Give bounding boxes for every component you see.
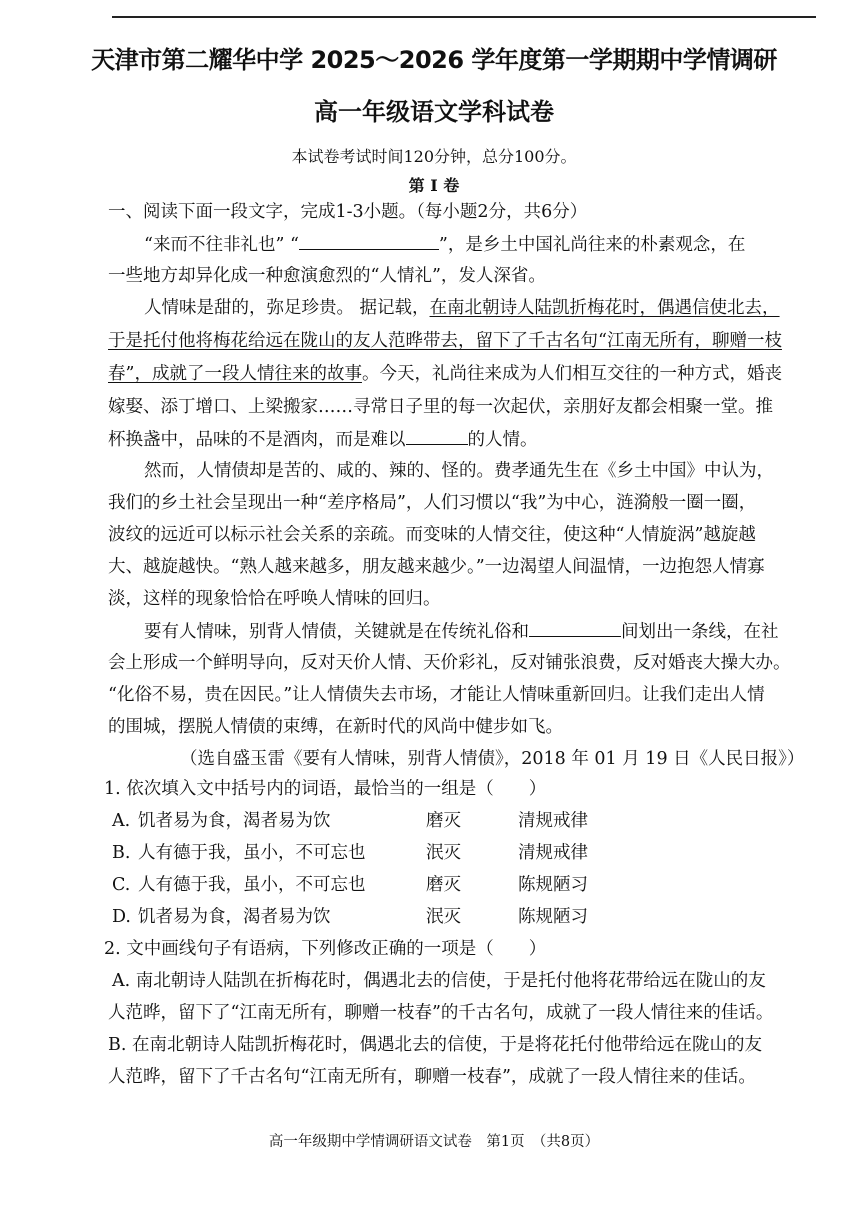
- option-b-letter: B.: [112, 843, 131, 863]
- option-a-phrase: 饥者易为食，渴者易为饮: [138, 811, 331, 831]
- option-c-idiom: 陈规陋习: [518, 875, 588, 895]
- option-b-word: 泯灭: [426, 843, 461, 863]
- passage-line: 我们的乡土社会呈现出一种“差序格局”，人们习惯以“我”为中心，涟漪般一圈一圈，: [108, 493, 757, 513]
- top-rule: [112, 16, 816, 18]
- option-b-line-2: 人范晔，留下了千古名句“江南无所有，聊赠一枝春”，成就了一段人情往来的佳话。: [108, 1067, 756, 1087]
- option-c-letter: C.: [112, 875, 131, 895]
- page-footer: 高一年级期中学情调研语文试卷 第1页 （共8页）: [268, 1134, 600, 1150]
- option-d-phrase: 饥者易为食，渴者易为饮: [138, 907, 331, 927]
- passage-line: [144, 233, 745, 256]
- underlined-sentence: 在南北朝诗人陆凯折梅花时，偶遇信使北去，: [429, 298, 780, 318]
- passage-line: 会上形成一个鲜明导向，反对天价人情、天价彩礼，反对铺张浪费，反对婚丧大操大办。: [108, 653, 791, 673]
- option-a-line-2: 人范晔，留下了“江南无所有，聊赠一枝春”的千古名句，成就了一段人情往来的佳话。: [108, 1003, 774, 1023]
- text-span: 的人情。: [467, 430, 538, 450]
- option-c-word: 磨灭: [426, 875, 461, 895]
- fill-blank-2: [406, 428, 468, 445]
- passage-line: 的围城，摆脱人情债的束缚，在新时代的风尚中健步如飞。: [108, 717, 563, 737]
- option-d-word: 泯灭: [426, 907, 461, 927]
- passage-line: 嫁娶、添丁增口、上梁搬家……寻常日子里的每一次起伏，亲朋好友都会相聚一堂。推: [108, 397, 773, 417]
- option-a-word: 磨灭: [426, 811, 461, 831]
- option-a-idiom: 清规戒律: [518, 811, 588, 831]
- fill-blank-1: [299, 233, 439, 250]
- passage-line: [144, 297, 780, 319]
- underlined-sentence: 春”，成就了一段人情往来的故事: [108, 364, 362, 384]
- passage-line: [108, 428, 538, 451]
- text-span: ”，是乡土中国礼尚往来的朴素观念，在: [438, 235, 746, 255]
- text-span: 。今天，礼尚往来成为人们相互交往的一种方式，婚丧: [361, 364, 782, 384]
- passage-line: [144, 620, 779, 643]
- question-2-stem: 2. 文中画线句子有语病，下列修改正确的一项是（ ）: [104, 939, 547, 959]
- option-c-phrase: 人有德于我，虽小，不可忘也: [138, 875, 366, 895]
- source-citation: （选自盛玉雷《要有人情味，别背人情债》，2018 年 01 月 19 日《人民日报》）: [180, 749, 805, 769]
- passage-line: 波纹的远近可以标示社会关系的亲疏。而变味的人情交往，使这种“人情旋涡”越旋越: [108, 525, 756, 545]
- passage-line: 然而，人情债却是苦的、咸的、辣的、怪的。费孝通先生在《乡土中国》中认为，: [144, 461, 774, 481]
- option-a-letter: A.: [112, 811, 131, 831]
- exam-title: 天津市第二耀华中学 2025～2026 学年度第一学期期中学情调研: [91, 46, 777, 74]
- option-d-letter: D.: [112, 907, 131, 927]
- passage-line: 一些地方却异化成一种愈演愈烈的“人情礼”，发人深省。: [108, 266, 546, 286]
- text-span: 人情味是甜的，弥足珍贵。 据记载，: [144, 298, 430, 318]
- passage-line: 淡，这样的现象恰恰在呼唤人情味的回归。: [108, 589, 441, 609]
- option-d-idiom: 陈规陋习: [518, 907, 588, 927]
- text-span: “来而不往非礼也” “: [144, 235, 299, 255]
- option-b-idiom: 清规戒律: [518, 843, 588, 863]
- underlined-sentence: 于是托付他将梅花给远在陇山的友人范晔带去，留下了千古名句“江南无所有，聊赠一枝: [108, 331, 782, 351]
- option-a-line-1: A. 南北朝诗人陆凯在折梅花时，偶遇北去的信使，于是托付他将花带给远在陇山的友: [112, 971, 766, 991]
- exam-subtitle: 高一年级语文学科试卷: [314, 98, 554, 126]
- option-b-phrase: 人有德于我，虽小，不可忘也: [138, 843, 366, 863]
- question-1-stem: 1. 依次填入文中括号内的词语，最恰当的一组是（ ）: [104, 779, 547, 799]
- fill-blank-3: [529, 620, 621, 637]
- volume-label: 第 I 卷: [408, 176, 460, 195]
- text-span: 间划出一条线，在社: [621, 622, 779, 642]
- option-b-line-1: B. 在南北朝诗人陆凯折梅花时，偶遇北去的信使，于是将花托付他带给远在陇山的友: [108, 1035, 762, 1055]
- text-span: 要有人情味，别背人情债，关键就是在传统礼俗和: [144, 622, 529, 642]
- passage-line: [108, 363, 782, 385]
- text-span: 杯换盏中，品味的不是酒肉，而是难以: [108, 430, 406, 450]
- exam-info: 本试卷考试时间120分钟，总分100分。: [291, 147, 577, 166]
- passage-line: [108, 330, 782, 352]
- passage-line: “化俗不易，贵在因民。”让人情债失去市场，才能让人情味重新回归。让我们走出人情: [108, 685, 765, 705]
- section-heading: 一、阅读下面一段文字，完成1-3小题。（每小题2分，共6分）: [108, 202, 588, 222]
- passage-line: 大、越旋越快。“熟人越来越多，朋友越来越少。”一边渴望人间温情，一边抱怨人情寡: [108, 557, 765, 577]
